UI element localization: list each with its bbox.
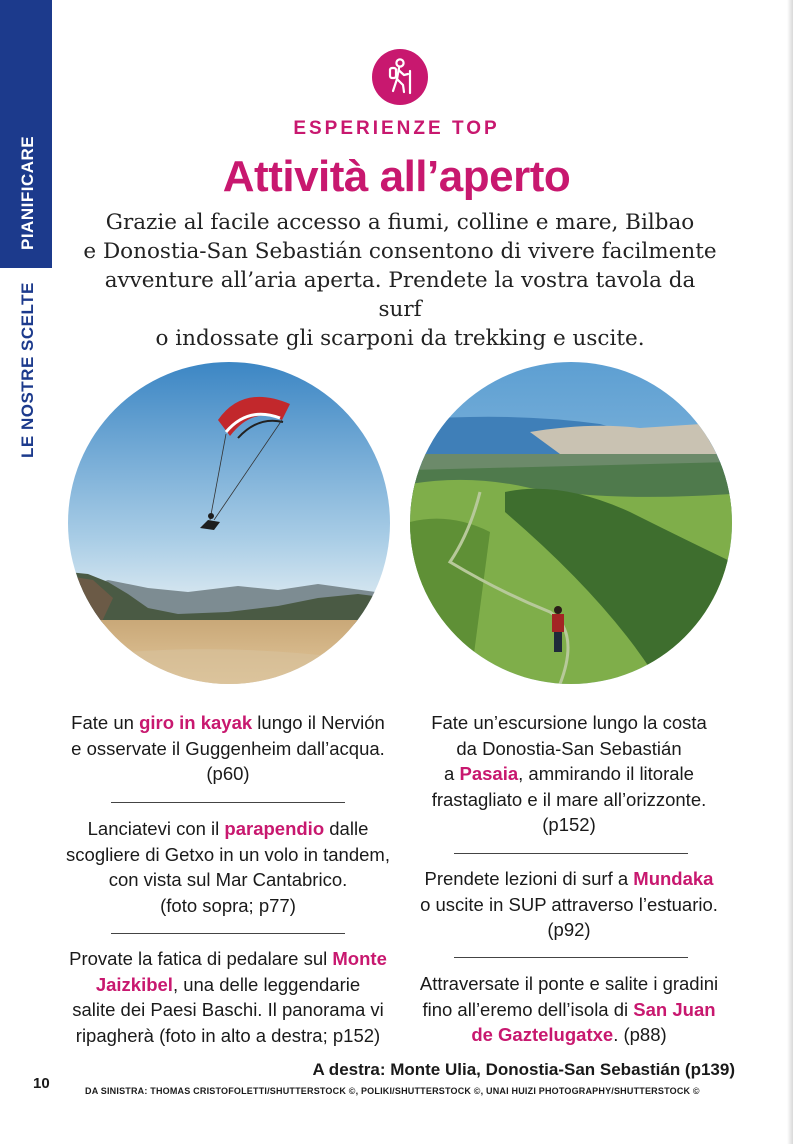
activity-text: Fate un xyxy=(71,712,140,733)
activity-text: Lanciatevi con il xyxy=(87,818,225,839)
activity-coastal-hike xyxy=(399,710,739,838)
activity-page-ref: (p92) xyxy=(547,919,591,940)
activity-text: scogliere di Getxo in un volo in tandem, xyxy=(66,843,390,865)
activity-text: . (p88) xyxy=(613,1024,667,1045)
activity-highlight: Pasaia xyxy=(459,763,519,784)
intro-line: o indossate gli scarponi da trekking e uscite. xyxy=(155,326,645,351)
activity-surf xyxy=(399,866,739,943)
activity-page-ref: (p152) xyxy=(542,814,596,835)
activity-text: , ammirando il litorale xyxy=(518,763,694,784)
section-kicker: ESPERIENZE TOP xyxy=(293,118,500,139)
divider xyxy=(111,802,345,803)
activity-highlight: de Gaztelugatxe xyxy=(471,1024,614,1045)
activity-text: salite dei Paesi Baschi. Il panorama vi xyxy=(72,999,384,1020)
intro-paragraph xyxy=(80,208,720,353)
activity-text: e osservate il Guggenheim dall’acqua. xyxy=(71,737,385,759)
activity-highlight: Jaizkibel xyxy=(95,973,173,995)
hiker-icon xyxy=(372,49,428,105)
hiking-photo xyxy=(410,362,732,684)
divider xyxy=(454,957,688,958)
activity-text: frastagliato e il mare all’orizzonte. xyxy=(431,788,707,810)
intro-line: avventure all’aria aperta. Prendete la vostra tavola da surf xyxy=(104,268,696,322)
photo-credits: DA SINISTRA: THOMAS CRISTOFOLETTI/SHUTTERSTOCK ©, POLIKI/SHUTTERSTOCK ©, UNAI HUIZI PHOTOGRAPHY/SHUTTERSTOCK © xyxy=(85,1086,700,1096)
activity-text: , una delle leggendarie xyxy=(172,973,361,995)
activity-text: o uscite in SUP attraverso l’estuario. xyxy=(420,893,718,915)
activity-text: Prendete lezioni di surf a xyxy=(424,868,634,889)
page-number: 10 xyxy=(33,1075,50,1092)
activity-highlight: Mundaka xyxy=(633,868,714,889)
activity-text: dalle xyxy=(324,818,369,839)
activity-highlight: giro in kayak xyxy=(139,712,253,733)
activity-text: a xyxy=(444,763,460,784)
activity-page-ref: (p60) xyxy=(206,763,250,784)
divider xyxy=(454,853,688,854)
activity-text: ripagherà (foto in alto a destra; p152) xyxy=(75,1024,381,1046)
activity-text: con vista sul Mar Cantabrico. xyxy=(108,869,348,890)
activity-gaztelugatxe xyxy=(399,971,739,1048)
activity-highlight: parapendio xyxy=(224,818,325,839)
page-title: Attività all’aperto xyxy=(222,152,571,201)
activity-highlight: Monte xyxy=(332,948,387,969)
divider xyxy=(111,933,345,934)
activity-text: Attraversate il ponte e salite i gradini xyxy=(419,973,719,994)
activity-text: Fate un’escursione lungo la costa xyxy=(431,712,707,733)
paragliding-photo xyxy=(68,362,390,684)
intro-line: Grazie al facile accesso a fiumi, colline e mare, Bilbao xyxy=(105,210,695,235)
activity-text: fino all’eremo dell’isola di xyxy=(422,998,634,1020)
sidebar-subsection-label: LE NOSTRE SCELTE xyxy=(18,282,37,458)
activity-highlight: San Juan xyxy=(633,998,716,1020)
activity-text: da Donostia-San Sebastián xyxy=(456,737,682,759)
sidebar-section-label: PIANIFICARE xyxy=(18,135,37,250)
activity-cycling xyxy=(58,946,398,1048)
activity-text: Provate la fatica di pedalare sul xyxy=(69,948,333,969)
intro-line: e Donostia-San Sebastián consentono di vivere facilmente xyxy=(83,239,717,264)
activity-text: lungo il Nervión xyxy=(252,712,385,733)
photo-caption: A destra: Monte Ulia, Donostia-San Sebastián (p139) xyxy=(312,1060,735,1079)
activity-page-ref: (foto sopra; p77) xyxy=(160,894,296,916)
activity-paragliding xyxy=(58,816,398,918)
activity-kayak xyxy=(58,710,398,787)
